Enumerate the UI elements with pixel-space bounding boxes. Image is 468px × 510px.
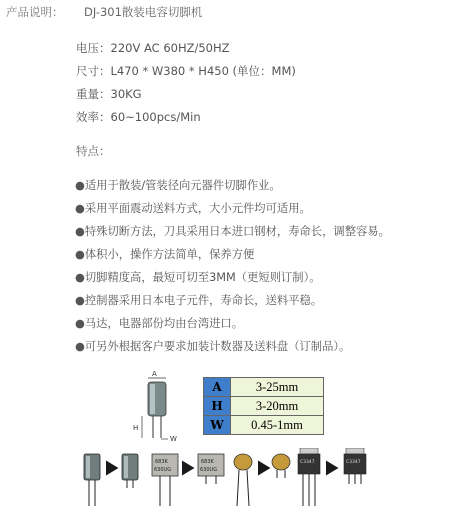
spec-size: 尺寸：L470 * W380 * H450 (单位：MM) xyxy=(76,64,296,78)
svg-text:C3347: C3347 xyxy=(300,460,315,465)
product-name: DJ-301散装电容切脚机 xyxy=(84,5,203,19)
dim-value: 0.45-1mm xyxy=(231,416,324,435)
dim-value: 3-20mm xyxy=(231,397,324,416)
svg-text:683K: 683K xyxy=(201,459,214,465)
feature-item: ●可另外根据客户要求加装计数器及送料盘（订制品）。 xyxy=(75,340,351,353)
table-row xyxy=(204,416,324,435)
dimension-table xyxy=(203,377,324,435)
process-illustration xyxy=(78,448,408,508)
product-label: 产品说明： xyxy=(6,5,64,19)
features-heading: 特点： xyxy=(76,144,111,158)
disc-capacitor-long-leads-icon xyxy=(234,454,252,506)
spec-voltage: 电压：220V AC 60HZ/50HZ xyxy=(76,41,230,55)
feature-item: ●切脚精度高，最短可切至3MM（更短则订制）。 xyxy=(75,271,321,284)
feature-item: ●适用于散装/管装径向元器件切脚作业。 xyxy=(75,179,281,192)
capacitor-short-leads-icon xyxy=(122,454,138,488)
feature-item: ●控制器采用日本电子元件，寿命长，送料平稳。 xyxy=(75,294,323,307)
feature-item: ●采用平面震动送料方式，大小元件均可适用。 xyxy=(75,202,311,215)
dim-value: 3-25mm xyxy=(231,378,324,397)
svg-text:630UG: 630UG xyxy=(200,467,218,473)
spec-weight: 重量：30KG xyxy=(76,87,142,101)
feature-item: ●马达，电器部份均由台湾进口。 xyxy=(75,317,244,330)
svg-text:C3347: C3347 xyxy=(346,460,361,465)
transistor-long-leads-icon xyxy=(298,448,320,506)
capacitor-dimension-diagram xyxy=(128,368,188,446)
label-a: A xyxy=(152,370,157,378)
spec-efficiency: 效率：60~100pcs/Min xyxy=(76,110,201,124)
transistor-short-leads-icon xyxy=(344,448,366,484)
feature-item: ●特殊切断方法，刀具采用日本进口钢材，寿命长，调整容易。 xyxy=(75,225,390,238)
label-h: H xyxy=(133,424,139,432)
feature-item: ●体积小，操作方法简单，保养方便 xyxy=(75,248,255,261)
capacitor-long-leads-icon xyxy=(84,454,100,506)
table-row xyxy=(204,397,324,416)
table-row xyxy=(204,378,324,397)
dim-key: H xyxy=(204,397,231,416)
disc-capacitor-short-leads-icon xyxy=(272,454,290,478)
box-capacitor-short-leads-icon xyxy=(198,454,224,484)
label-w: W xyxy=(170,435,177,443)
dim-key: W xyxy=(204,416,231,435)
box-capacitor-long-leads-icon xyxy=(152,454,178,506)
svg-text:630UG: 630UG xyxy=(154,467,172,473)
dim-key: A xyxy=(204,378,231,397)
svg-text:683K: 683K xyxy=(155,459,168,465)
